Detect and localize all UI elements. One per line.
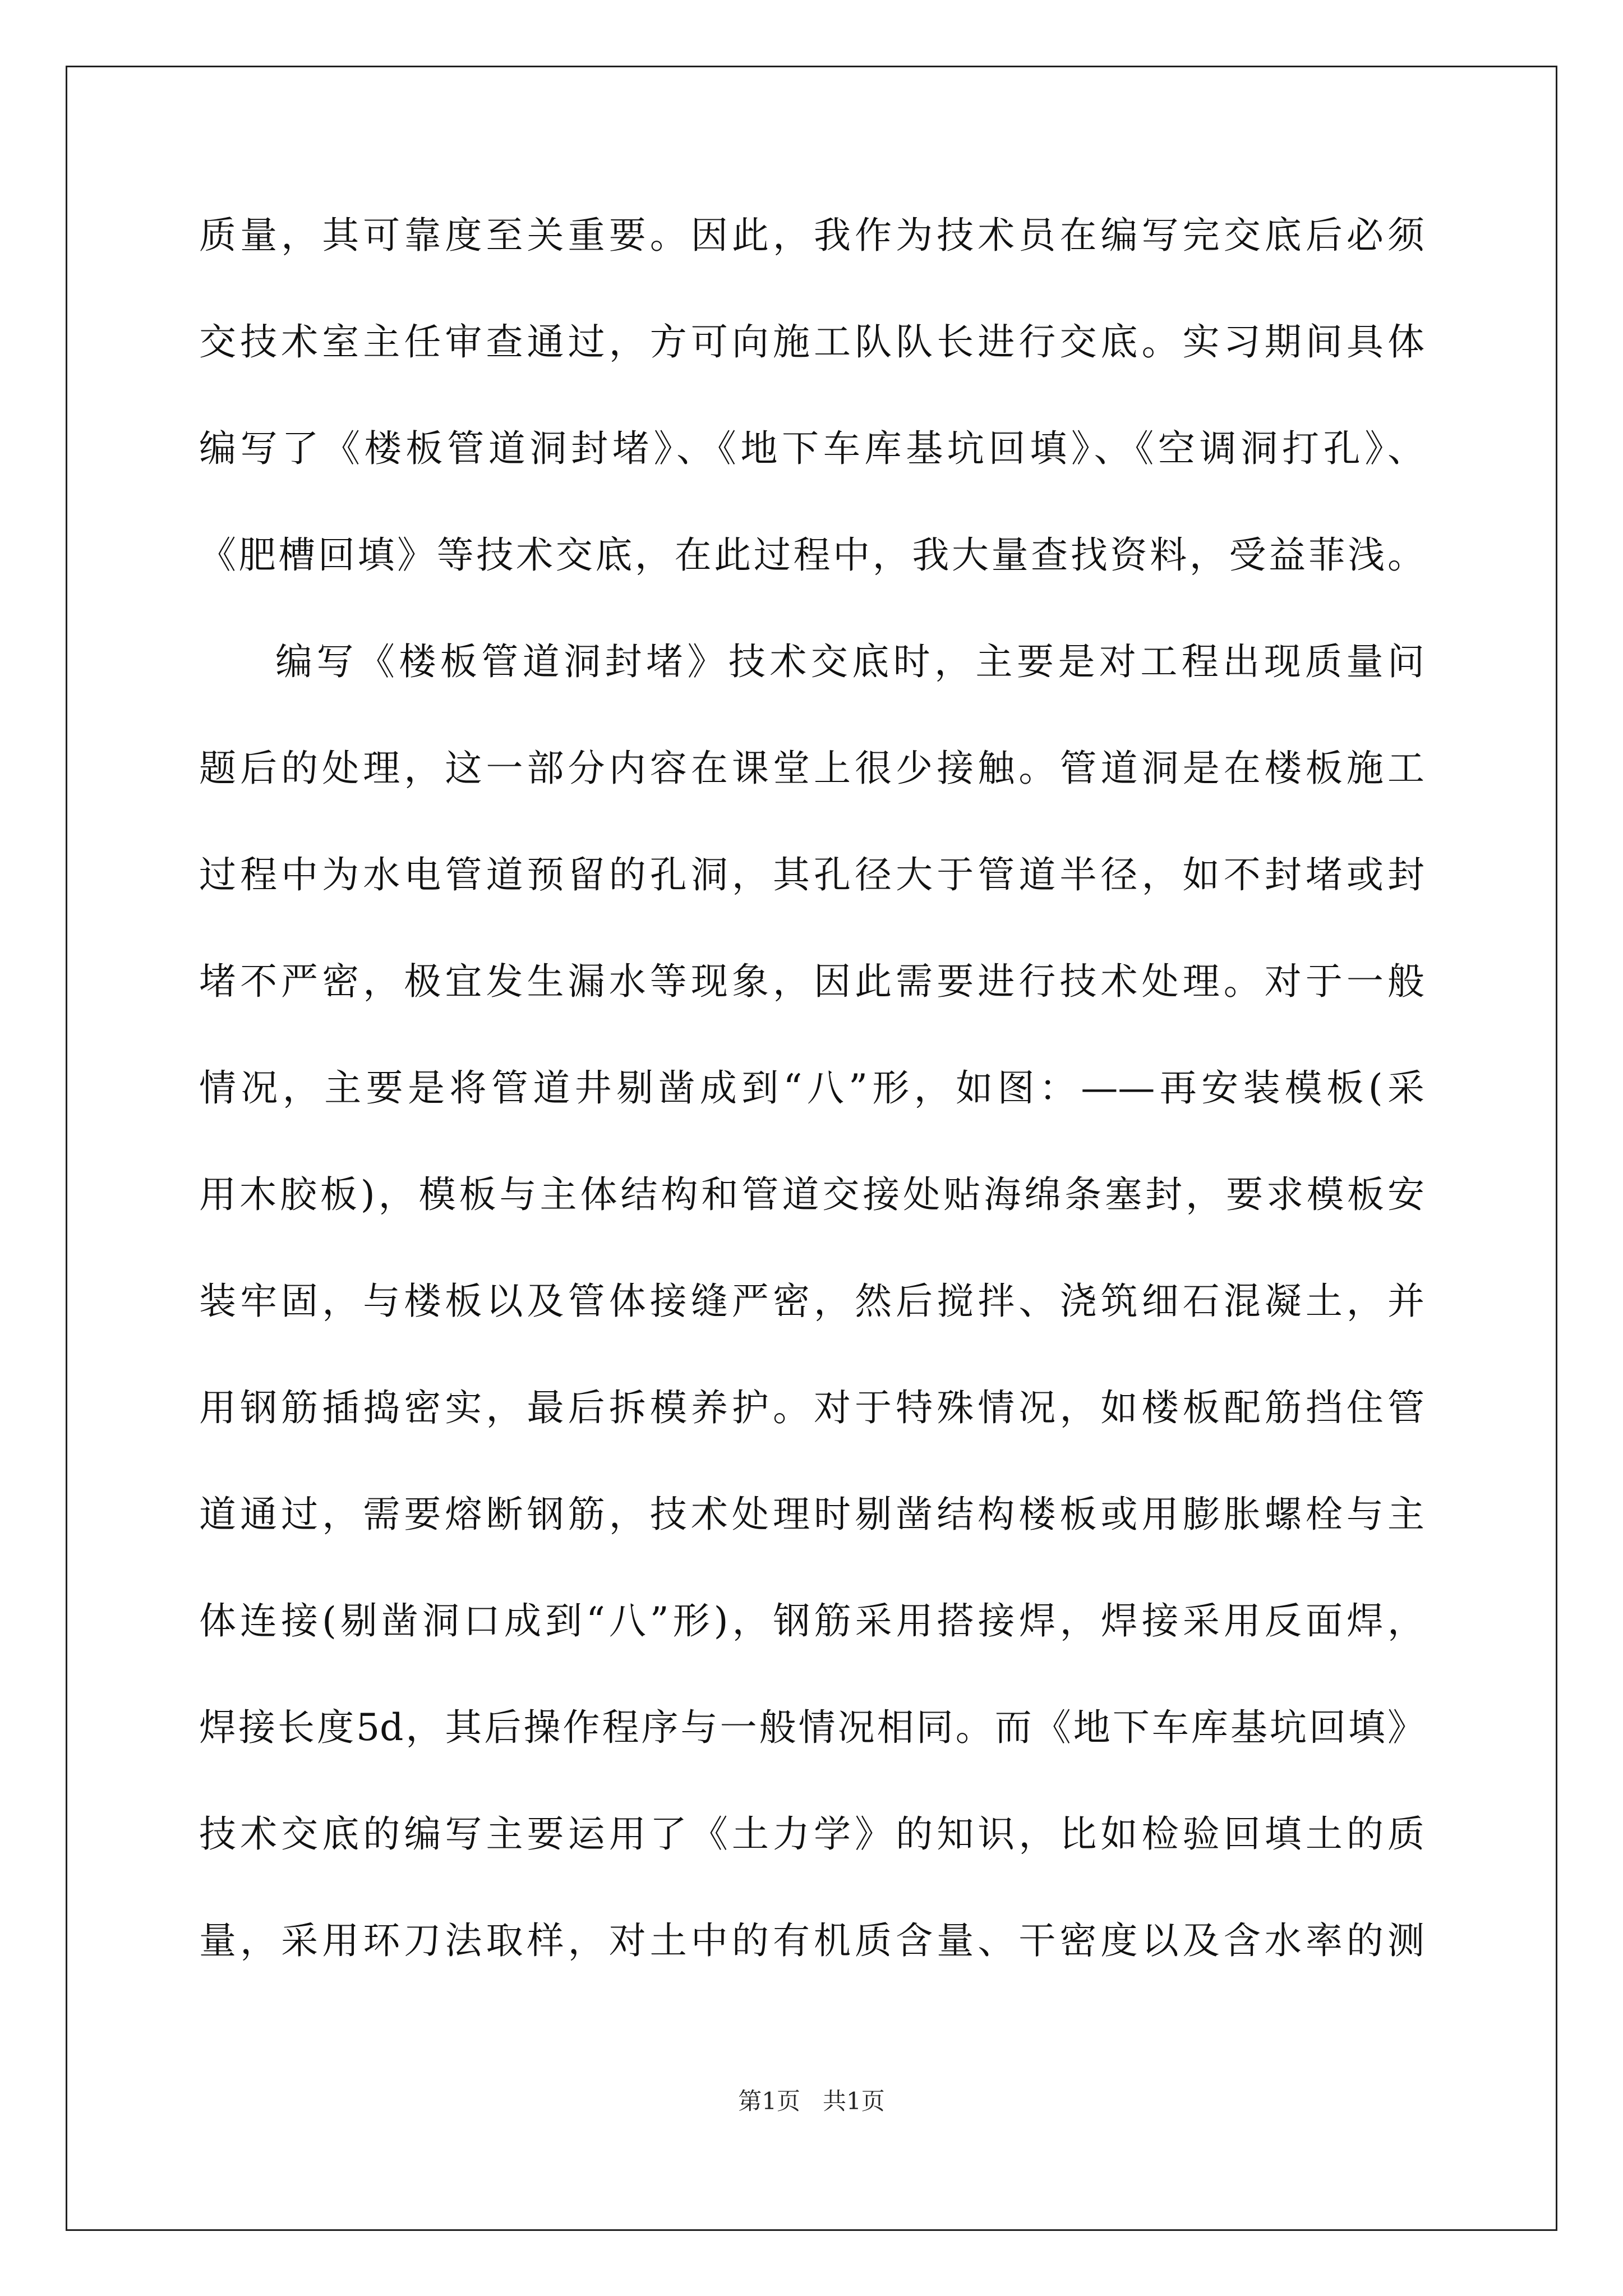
text-line-8: 堵不严密，极宜发生漏水等现象，因此需要进行技术处理。对于一般 — [199, 960, 1424, 1003]
page-border — [66, 66, 1557, 2231]
text-line-15: 焊接长度5d，其后操作程序与一般情况相同。而《地下车库基坑回填》 — [199, 1706, 1424, 1749]
text-line-9: 情况，主要是将管道井剔凿成到“八”形，如图：——再安装模板(采 — [199, 1066, 1424, 1110]
text-line-1: 质量，其可靠度至关重要。因此，我作为技术员在编写完交底后必须 — [199, 214, 1424, 257]
text-line-10: 用木胶板)，模板与主体结构和管道交接处贴海绵条塞封，要求模板安 — [199, 1173, 1424, 1216]
page-total: 共1页 — [823, 2087, 885, 2115]
text-line-5: 编写《楼板管道洞封堵》技术交底时，主要是对工程出现质量问 — [275, 640, 1424, 683]
text-line-14: 体连接(剔凿洞口成到“八”形)，钢筋采用搭接焊，焊接采用反面焊， — [199, 1599, 1424, 1642]
page-number: 第1页 — [738, 2087, 800, 2115]
footer-spacer — [800, 2087, 823, 2115]
text-line-11: 装牢固，与楼板以及管体接缝严密，然后搅拌、浇筑细石混凝土，并 — [199, 1280, 1424, 1323]
text-line-6: 题后的处理，这一部分内容在课堂上很少接触。管道洞是在楼板施工 — [199, 747, 1424, 790]
text-line-3: 编写了《楼板管道洞封堵》、《地下车库基坑回填》、《空调洞打孔》、 — [199, 427, 1424, 470]
text-line-13: 道通过，需要熔断钢筋，技术处理时剔凿结构楼板或用膨胀螺栓与主 — [199, 1493, 1424, 1536]
text-line-2: 交技术室主任审查通过，方可向施工队队长进行交底。实习期间具体 — [199, 320, 1424, 364]
text-line-12: 用钢筋插捣密实，最后拆模养护。对于特殊情况，如楼板配筋挡住管 — [199, 1386, 1424, 1429]
text-line-16: 技术交底的编写主要运用了《土力学》的知识，比如检验回填土的质 — [199, 1812, 1424, 1856]
text-line-4: 《肥槽回填》等技术交底，在此过程中，我大量查找资料，受益菲浅。 — [199, 533, 1424, 577]
text-line-17: 量，采用环刀法取样，对土中的有机质含量、干密度以及含水率的测 — [199, 1919, 1424, 1962]
text-line-7: 过程中为水电管道预留的孔洞，其孔径大于管道半径，如不封堵或封 — [199, 853, 1424, 896]
page-footer — [0, 2085, 1623, 2118]
